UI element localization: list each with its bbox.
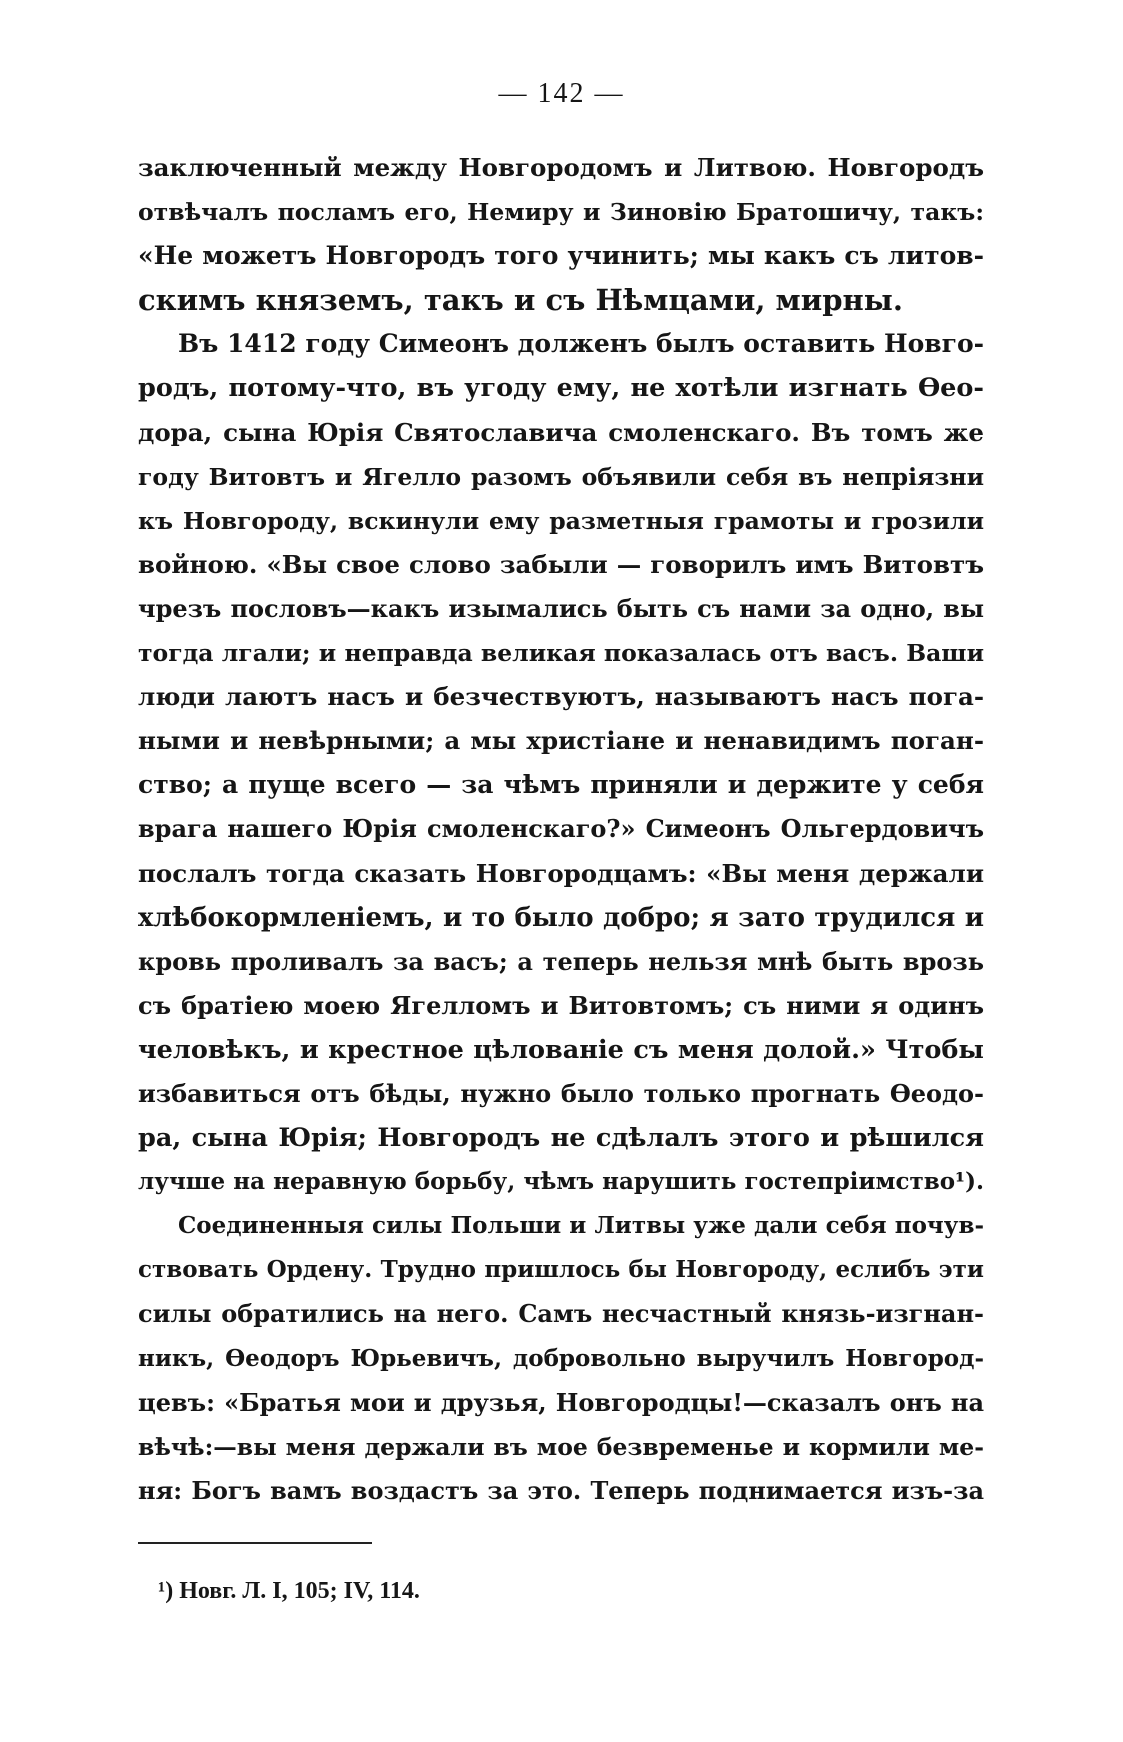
text-line: человѣкъ, и крестное цѣлованіе съ меня долой.» Чтобы <box>138 1034 984 1065</box>
text-line: ными и невѣрными; а мы христіане и ненавидимъ поган- <box>138 726 984 756</box>
text-line: тогда лгали; и неправда великая показалась отъ васъ. Ваши <box>138 639 984 668</box>
footnote-rule <box>138 1542 372 1544</box>
text-line: Въ 1412 году Симеонъ долженъ былъ оставить Новго- <box>178 329 984 359</box>
text-line: избавиться отъ бѣды, нужно было только прогнать Ѳеодо- <box>138 1078 984 1108</box>
text-line: съ братіею моею Ягелломъ и Витовтомъ; съ ними я одинъ <box>138 990 984 1020</box>
text-line: никъ, Ѳеодоръ Юрьевичъ, добровольно выручилъ Новгород- <box>138 1344 984 1372</box>
text-line: послалъ тогда сказать Новгородцамъ: «Вы меня держали <box>138 858 984 888</box>
text-line: люди лаютъ насъ и безчествуютъ, называютъ насъ пога- <box>138 682 984 712</box>
text-line: вѣчѣ:—вы меня держали въ мое безвременье и кормили ме- <box>138 1432 984 1461</box>
text-line: году Витовтъ и Ягелло разомъ объявили себя въ непріязни <box>138 462 984 491</box>
footnote: ¹) Новг. Л. I, 105; IV, 114. <box>158 1578 420 1604</box>
text-line: врага нашего Юрія смоленскаго?» Симеонъ Ольгердовичъ <box>138 814 984 844</box>
text-line: «Не можетъ Новгородъ того учинить; мы какъ съ литов- <box>138 241 984 271</box>
page-number: — 142 — <box>498 78 625 109</box>
text-line: кровь проливалъ за васъ; а теперь нельзя мнѣ быть врозь <box>138 946 984 976</box>
text-line: цевъ: «Братья мои и друзья, Новгородцы!—сказалъ онъ на <box>138 1387 984 1417</box>
text-line: скимъ княземъ, такъ и съ Нѣмцами, мирны. <box>138 283 903 318</box>
text-line: ня: Богъ вамъ воздастъ за это. Теперь поднимается изъ-за <box>138 1475 984 1505</box>
body-text <box>138 146 984 1513</box>
text-line: Соединенныя силы Польши и Литвы уже дали себя почув- <box>178 1212 984 1240</box>
text-line: заключенный между Новгородомъ и Литвою. Новгородъ <box>138 153 984 182</box>
text-line: ствовать Ордену. Трудно пришлось бы Новгороду, еслибъ эти <box>138 1256 984 1284</box>
text-line: силы обратились на него. Самъ несчастный князь-изгнан- <box>138 1299 984 1329</box>
text-line: дора, сына Юрія Святославича смоленскаго. Въ томъ же <box>138 417 984 447</box>
text-line: чрезъ пословъ—какъ изымались быть съ нами за одно, вы <box>138 593 984 623</box>
text-line: отвѣчалъ посламъ его, Немиру и Зиновію Братошичу, такъ: <box>138 198 984 227</box>
text-line: войною. «Вы свое слово забыли — говорилъ имъ Витовтъ <box>138 549 984 579</box>
text-line: лучше на неравную борьбу, чѣмъ нарушить гостепріимство¹). <box>138 1168 984 1196</box>
text-line: хлѣбокормленіемъ, и то было добро; я зато трудился и <box>138 902 984 933</box>
text-line: ра, сына Юрія; Новгородъ не сдѣлалъ этого и рѣшился <box>138 1123 984 1154</box>
text-line: ство; а пуще всего — за чѣмъ приняли и держите у себя <box>138 770 984 800</box>
text-line: къ Новгороду, вскинули ему разметныя грамоты и грозили <box>138 506 984 535</box>
text-line: родъ, потому-что, въ угоду ему, не хотѣли изгнать Ѳео- <box>138 373 984 404</box>
